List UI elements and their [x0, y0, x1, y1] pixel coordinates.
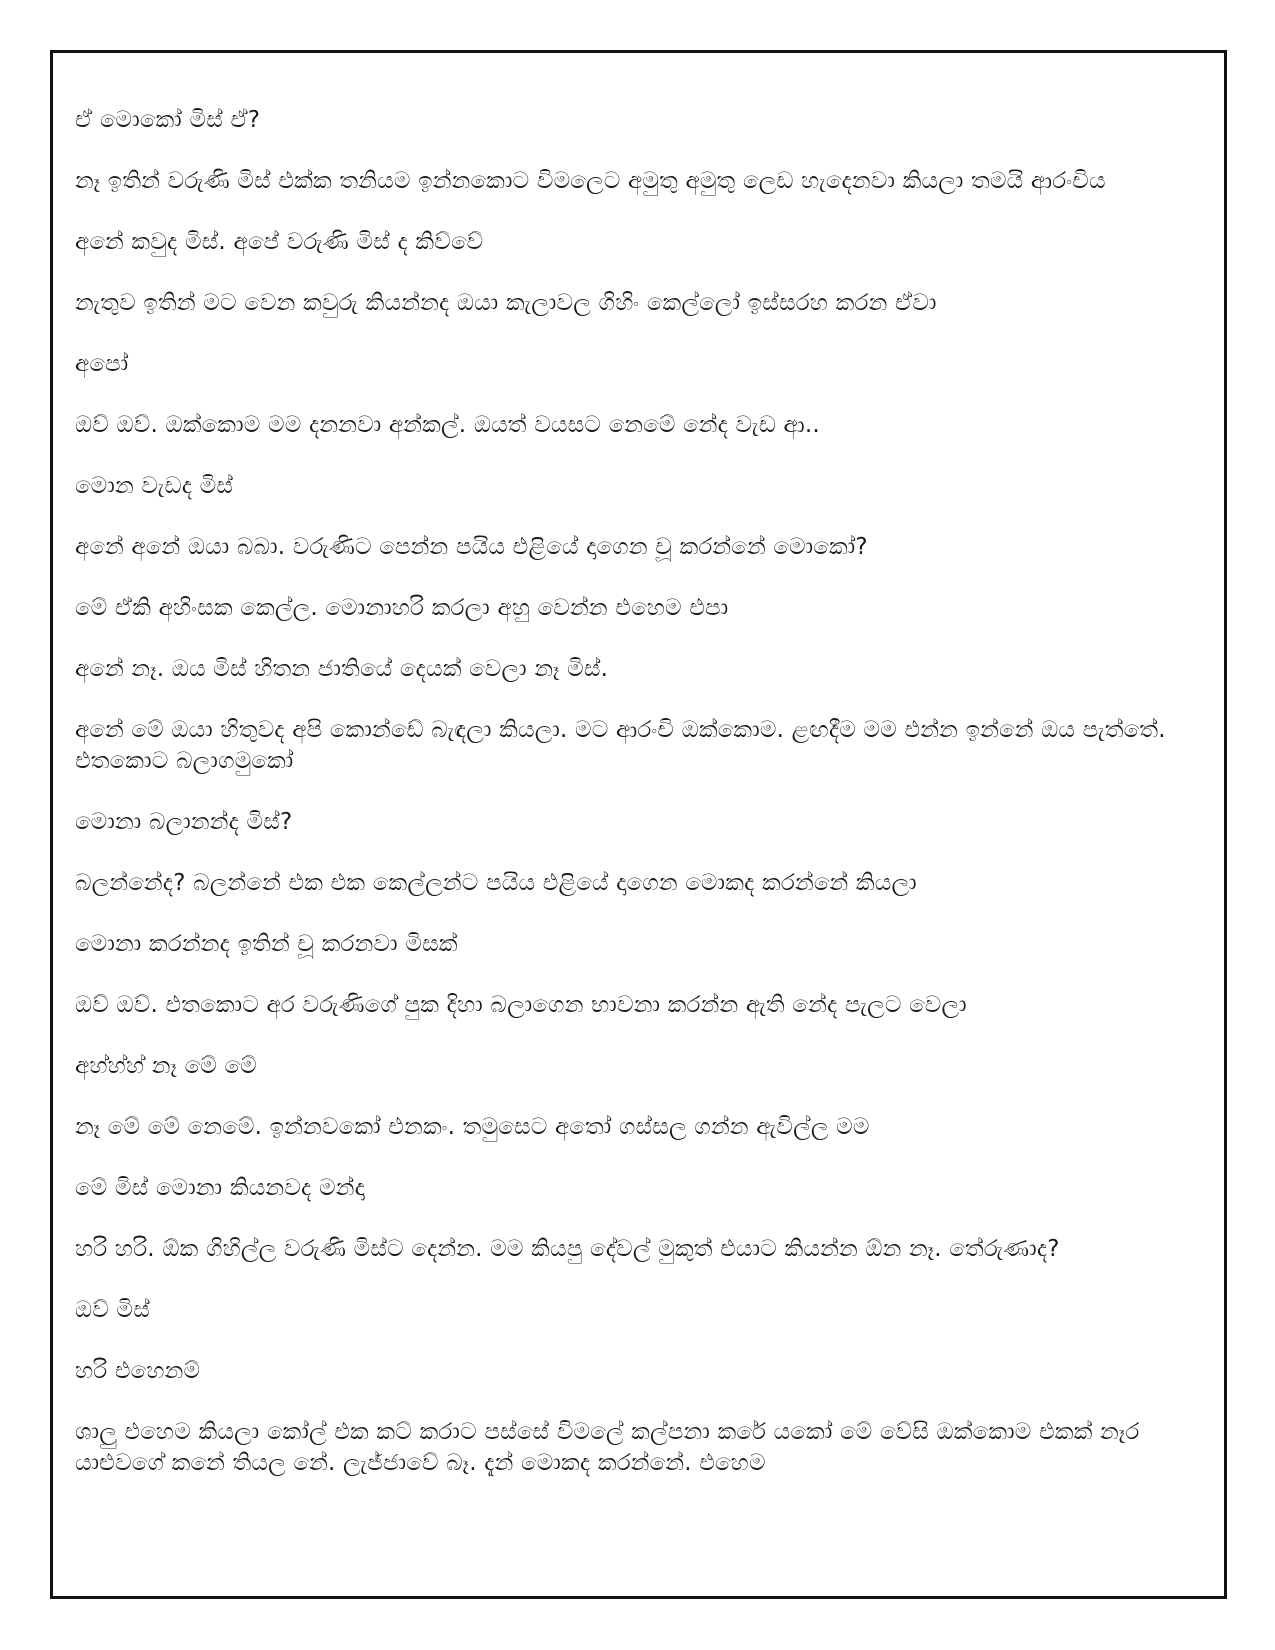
document-body [75, 105, 1184, 1509]
paragraph: මොන වැඩද මිස් [75, 473, 234, 499]
paragraph: නැතුව ඉතින් මට වෙන කවුරු කියන්නද ඔයා කැලාවල ගිහිං කෙල්ලෝ ඉස්සරහ කරන ඒවා [75, 290, 937, 316]
paragraph: ඔව් ඔව්. එතකොට අර වරුණිගේ පුක දිහා බලාගෙන භාවනා කරන්න ඇති නේද පැලට වෙලා [75, 992, 967, 1018]
paragraph: අහ්හ්හ් නෑ මේ මේ [75, 1053, 257, 1079]
paragraph: අනේ අනේ ඔයා බබා. වරුණිට පෙන්න පයිය එළියේ දාගෙන චූ කරන්නේ මොකෝ? [75, 534, 868, 560]
paragraph: අනේ නෑ. ඔය මිස් හිතන ජාතියේ දෙයක් වෙලා නෑ මිස්. [75, 656, 609, 682]
paragraph: නෑ ඉතින් වරුණි මිස් එක්ක තනියම ඉන්නකොට විමලෙට අමුතු අමුතු ලෙඩ හැදෙනවා කියලා තමයි ආරංචිය [75, 168, 1106, 194]
paragraph: අනේ මේ ඔයා හිතුවද අපි කොන්ඩේ බැඳලා කියලා. මට ආරංචි ඔක්කොම. ළඟදීම මම එන්න ඉන්නේ ඔය පැත්තේ. එතකොට බලාගමුකෝ [75, 717, 1166, 774]
paragraph: මේ ඒකි අහිංසක කෙල්ල. මොනාහරි කරලා අහු වෙන්න එහෙම එපා [75, 595, 729, 621]
page-border [50, 50, 1227, 1599]
paragraph: මොනා බලානන්ද මිස්? [75, 809, 293, 835]
paragraph: හරි එහෙනම් [75, 1358, 201, 1384]
paragraph: මොනා කරන්නද ඉතින් චූ කරනවා මිසක් [75, 931, 458, 957]
paragraph: අනේ කවුද මිස්. අපේ වරුණි මිස් ද කිව්වේ [75, 229, 484, 255]
paragraph: හරි හරි. ඕක ගිහිල්ල වරුණි මිස්ට දෙන්න. මම කියපු දේවල් මුකුත් එයාට කියන්න ඕන නෑ. තේරුණාද? [75, 1236, 1060, 1262]
paragraph: නෑ මේ මේ නෙමේ. ඉන්නවකෝ එනකං. තමුසෙට අතෝ ගස්සල ගන්න ඇවිල්ල මම [75, 1114, 870, 1140]
paragraph: මේ මිස් මොනා කියනවද මන්දා [75, 1175, 365, 1201]
paragraph: අපෝ [75, 351, 129, 377]
paragraph: ඔව් මිස් [75, 1297, 150, 1323]
paragraph: ශාලු එහෙම කියලා කෝල් එක කට් කරාට පස්සේ විමලේ කල්පනා කරේ යකෝ මේ වේසි ඔක්කොම එකක් නෑර යාළුවගේ කනේ තියල නේ. ලැජ්ජාවේ බෑ. දැන් මොකද කරන්නේ. එහෙම [75, 1419, 1140, 1476]
paragraph: බලන්නේද? බලන්නේ එක එක කෙල්ලන්ට පයිය එළියේ දාගෙන මොකද කරන්නේ කියලා [75, 870, 917, 896]
paragraph: ඔව් ඔව්. ඔක්කොම මම දනනවා අන්කල්. ඔයත් වයසට නෙමේ නේද වැඩ ආ.. [75, 412, 820, 438]
paragraph: ඒ මොකෝ මිස් ඒ? [75, 107, 261, 133]
